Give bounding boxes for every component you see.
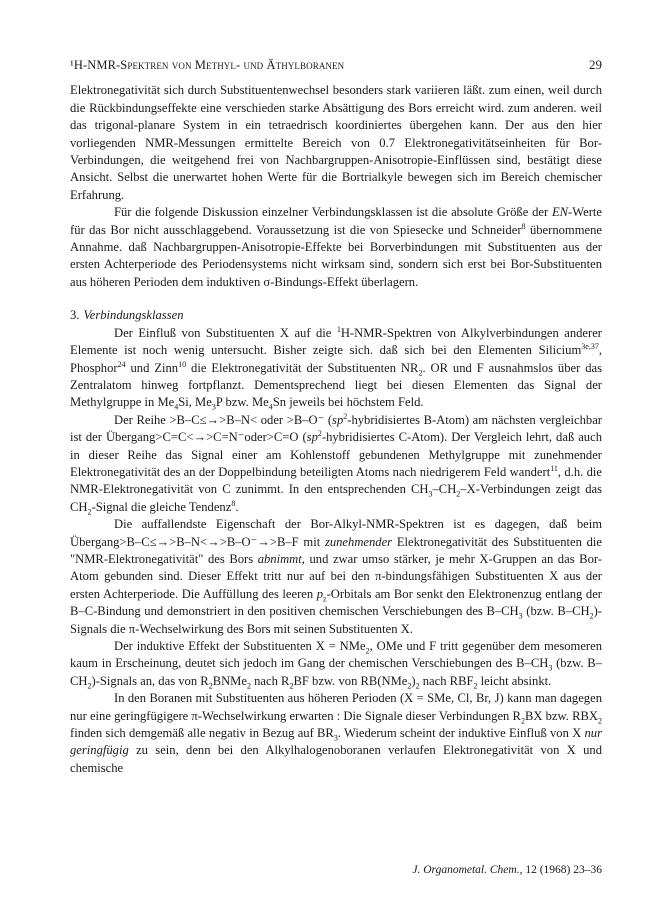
italic-run: EN <box>551 205 569 220</box>
subscript: 3 <box>333 733 338 743</box>
subscript: 4 <box>174 402 179 412</box>
text-run: ) <box>411 673 416 688</box>
superscript: 2 <box>317 428 322 438</box>
text-run: -Signal die gleiche Tendenz <box>91 499 232 514</box>
subscript: 3 <box>518 611 523 621</box>
reference-superscript: 11 <box>550 463 558 473</box>
text-run: )-Signals die π-Wechselwirkung des Bors mit seinen Substituenten X. <box>70 604 602 636</box>
text-run: Si, Me <box>178 395 212 410</box>
text-run: Elektronegativität des Substituenten die "NMR-Elektronegativität" des Bors <box>70 534 602 566</box>
text-run: -hybridisiertes B-Atom) am nächsten vergleichbar ist der Übergang>C=C<→>C=N⁻oder>C=O ( <box>70 412 602 445</box>
text-run: . OR und F ausnahmslos über das Zentralatom hinweg fortpflanzt. Dementsprechend liegt bei diesen Elementen das Signal der Methylgruppe in Me <box>70 360 602 410</box>
text-run: Die auffallendste Eigenschaft der Bor-Alkyl-NMR-Spektren ist es dagegen, daß beim Übergang>B–C≤→>B–N<→>B–O⁻→>B–F mit <box>70 517 602 549</box>
text-run: BNMe <box>212 673 247 688</box>
italic-run: sp <box>306 430 318 445</box>
text-run: nach R <box>250 673 290 688</box>
text-run: leicht absinkt. <box>477 673 552 688</box>
text-run: und Zinn <box>125 360 179 375</box>
text-run: übernommene Annahme. daß Nachbargruppen-Anisotropie-Effekte bei Borverbindungen mit Substituenten aus der ersten Achterperiode des Periodensystems nicht wirksam sind, sondern sich erst bei Bor-Substituenten aus höheren Perioden dem induktiven σ-Bindungs-Effekt überlagern. <box>70 222 602 289</box>
reference-superscript: 10 <box>178 359 187 369</box>
text-run: -Orbitals am Bor senkt den Elektronenzug entlang der B–C-Bindung und demonstriert in den positiven chemischen Verschiebungen des B–CH <box>70 586 602 619</box>
text-run: . Wiederum scheint der induktive Einfluß von X <box>337 726 585 741</box>
subscript: z <box>323 594 327 604</box>
subscript: 2 <box>407 681 412 691</box>
text-run: –CH <box>432 482 457 497</box>
text-run: die Elektronegativität der Substituenten NR <box>186 360 419 375</box>
text-run: –X-Verbindungen zeigt das CH <box>70 482 602 514</box>
text-run: -Werte für das Bor nicht ausschlaggebend. Voraussetzung ist die von Spiesecke und Schneider <box>70 205 602 237</box>
subscript: 2 <box>246 681 251 691</box>
subscript: 2 <box>456 489 461 499</box>
journal-volume: , 12 (1968) 23–36 <box>519 864 602 876</box>
subscript: 2 <box>520 716 525 726</box>
text-run: , und zwar umso stärker, je mehr X-Gruppen an das Bor-Atom gebunden sind. Dieser Effekt tritt nur auf bei den π-bindungsfähigen Substituenten X aus der ersten Achterperiode. Die Auffüllung des leeren <box>70 551 602 601</box>
subscript: 2 <box>415 681 420 691</box>
journal-name: J. Organometal. Chem. <box>412 864 520 876</box>
subscript: 2 <box>589 611 594 621</box>
italic-run: zunehmender <box>324 534 393 549</box>
text-run: , OMe und F tritt gegenüber dem mesomeren kaum in Erscheinung, deutet sich jedoch im Gang der chemischen Verschiebungen des B–CH <box>70 639 602 671</box>
section-title: Verbindungsklassen <box>83 308 184 323</box>
text-run: finden sich demgemäß alle negativ in Bezug auf BR <box>70 726 334 741</box>
text-run: Der Einfluß von Substituenten X auf die <box>114 325 337 340</box>
text-run: , Phosphor <box>70 343 602 375</box>
reference-superscript: 8 <box>521 221 526 231</box>
reference-superscript: 24 <box>117 359 126 369</box>
text-run: Der Reihe >B–C≤→>B–N< oder >B–O⁻ ( <box>114 412 333 427</box>
italic-run: abnimmt <box>257 551 302 566</box>
text-run: Für die folgende Diskussion einzelner Verbindungsklassen ist die absolute Größe der <box>114 205 552 220</box>
text-run: (bzw. B–CH <box>522 604 590 619</box>
text-run: In den Boranen mit Substituenten aus höheren Perioden (X = SMe, Cl, Br, J) kann man dagegen nur eine geringfügigere π-Wechselwirkung erwarten : Die Signale dieser Verbindungen R <box>70 691 602 723</box>
paragraph-6 <box>70 638 602 690</box>
paragraph-4 <box>70 412 602 516</box>
subscript: 2 <box>208 681 213 691</box>
subscript: 2 <box>365 646 370 656</box>
running-head-title <box>70 57 344 74</box>
italic-run: nur geringfügig <box>70 726 602 758</box>
text-run: -hybridisiertes C-Atom). Der Vergleich lehrt, daß auch in dieser Reihe das Signal einer am Kohlenstoff gebundenen Methylgruppe mit zunehmender Elektronegativität des an der Doppelbindung beteiligten Atoms nach niedrigerem Feld wandert <box>70 430 602 479</box>
subscript: 2 <box>87 681 92 691</box>
text-run: (bzw. B–CH <box>70 656 602 688</box>
text-run: BF bzw. von RB(NMe <box>293 673 408 688</box>
subscript: 3 <box>211 402 216 412</box>
text-run: . <box>235 499 239 514</box>
subscript: 3 <box>548 663 553 673</box>
paragraph-2 <box>70 204 602 291</box>
running-head-title-rest: Spektren von Methyl- und Äthylboranen <box>120 58 345 72</box>
running-head <box>70 56 602 74</box>
paragraph-1: Elektronegativität sich durch Substituentenwechsel besonders stark variieren läßt. zum einen, weil durch die Rückbindungseffekte eine verschieden starke Absättigung des Bors erreicht wird. zum anderen. weil das trigonal-planare System in ein tetraedrisch koordiniertes übergehen kann. Der aus den hier vorliegenden NMR-Messungen ermittelte Bereich von 0.7 Elektronegativitätseinheiten für Bor-Verbindungen, die weitgehend frei von Nachbargruppen-Anisotropie-Einflüssen sind, bestätigt diese Ansicht. Selbst die unerwartet hohen Werte für die Bortrialkyle bewegen sich im Bereich chemischer Erfahrung. <box>70 83 602 202</box>
text-run: P bzw. Me <box>215 395 269 410</box>
paragraph-7 <box>70 690 602 777</box>
reference-superscript: 3e,37 <box>581 341 599 351</box>
text-run: zu sein, denn bei den Alkylhalogenoboranen verlaufen Elektronegativität von X und chemische <box>70 743 602 775</box>
superscript: 1 <box>336 324 341 334</box>
text-run: Sn jeweils bei höchstem Feld. <box>272 395 424 410</box>
subscript: 2 <box>598 716 602 726</box>
text-run: , d.h. die NMR-Elektronegativität von C zunimmt. In den entsprechenden CH <box>70 464 602 497</box>
subscript: 4 <box>268 402 273 412</box>
page-number: 29 <box>589 57 602 72</box>
subscript: 2 <box>418 368 423 378</box>
subscript: 2 <box>473 681 478 691</box>
section-heading <box>70 307 602 324</box>
paragraph-5 <box>70 516 602 638</box>
subscript: 2 <box>289 681 294 691</box>
italic-run: sp <box>332 412 344 427</box>
section-number: 3. <box>70 308 80 323</box>
text-run: )-Signals an, das von R <box>91 673 209 688</box>
text-run: BX bzw. RBX <box>524 708 598 723</box>
superscript: 2 <box>343 411 348 421</box>
text-run: H-NMR-Spektren von Alkylverbindungen anderer Elemente ist noch wenig untersucht. Bisher zeigte sich. daß sich bei den Elementen Silicium <box>70 325 602 358</box>
subscript: 3 <box>428 489 433 499</box>
subscript: 2 <box>87 507 92 517</box>
journal-footer <box>412 862 602 879</box>
text-run: nach RBF <box>419 673 474 688</box>
paragraph-3 <box>70 325 602 412</box>
running-head-title-lead: ¹H-NMR- <box>70 58 121 72</box>
italic-run: p <box>316 586 324 601</box>
reference-superscript: 8 <box>231 498 236 508</box>
text-run: Der induktive Effekt der Substituenten X = NMe <box>114 639 366 653</box>
